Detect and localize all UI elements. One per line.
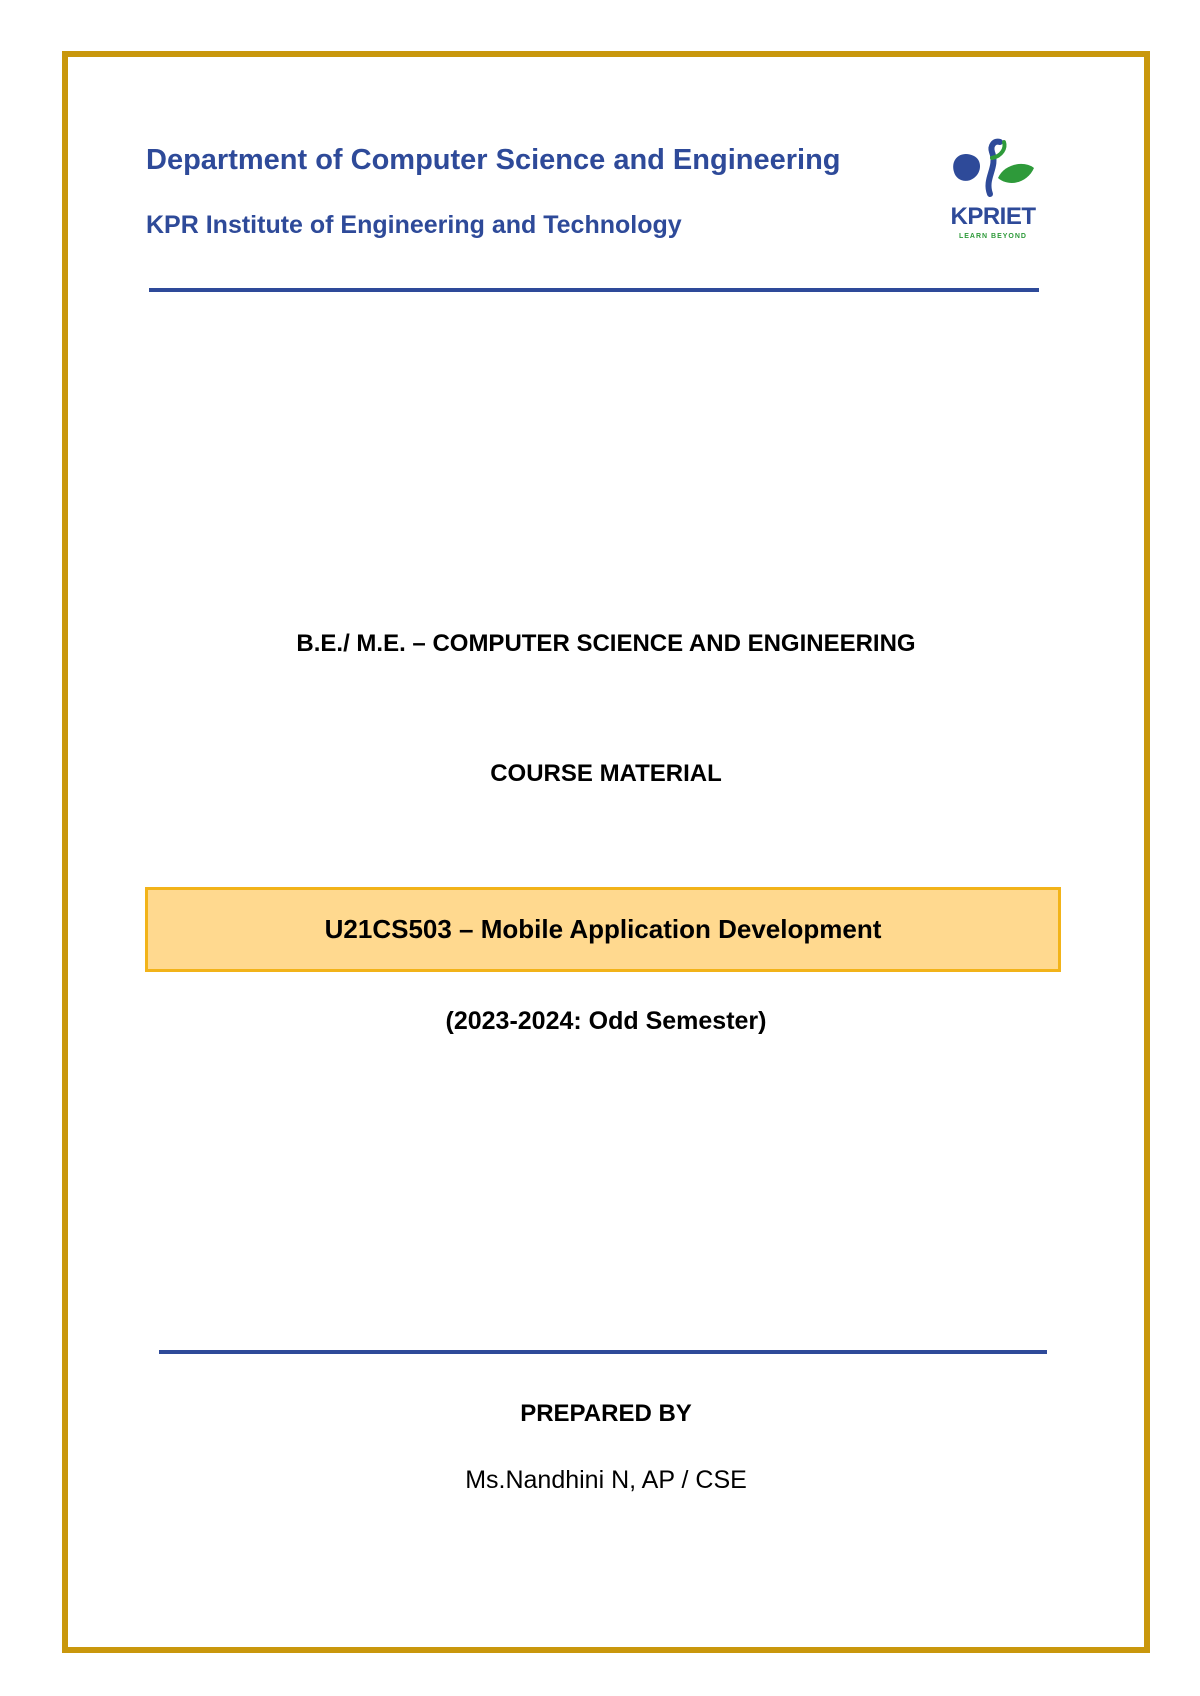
prepared-by-label: PREPARED BY <box>520 1400 692 1427</box>
logo-wordmark: KPRIET <box>950 203 1036 230</box>
document-type-heading: COURSE MATERIAL <box>490 760 722 787</box>
semester-label: (2023-2024: Odd Semester) <box>445 1007 767 1035</box>
institute-logo <box>934 138 1052 244</box>
footer-divider <box>159 1350 1047 1354</box>
logo-tagline: LEARN BEYOND <box>958 233 1027 240</box>
department-title: Department of Computer Science and Engineering <box>146 144 841 176</box>
program-heading: B.E./ M.E. – COMPUTER SCIENCE AND ENGINEERING <box>296 630 916 657</box>
course-title: U21CS503 – Mobile Application Development <box>324 914 882 944</box>
institute-name: KPR Institute of Engineering and Technology <box>146 211 682 239</box>
course-title-box <box>145 887 1061 972</box>
leaf-emblem-icon <box>948 138 1038 202</box>
header-divider <box>149 288 1039 292</box>
author-name: Ms.Nandhini N, AP / CSE <box>465 1466 747 1494</box>
